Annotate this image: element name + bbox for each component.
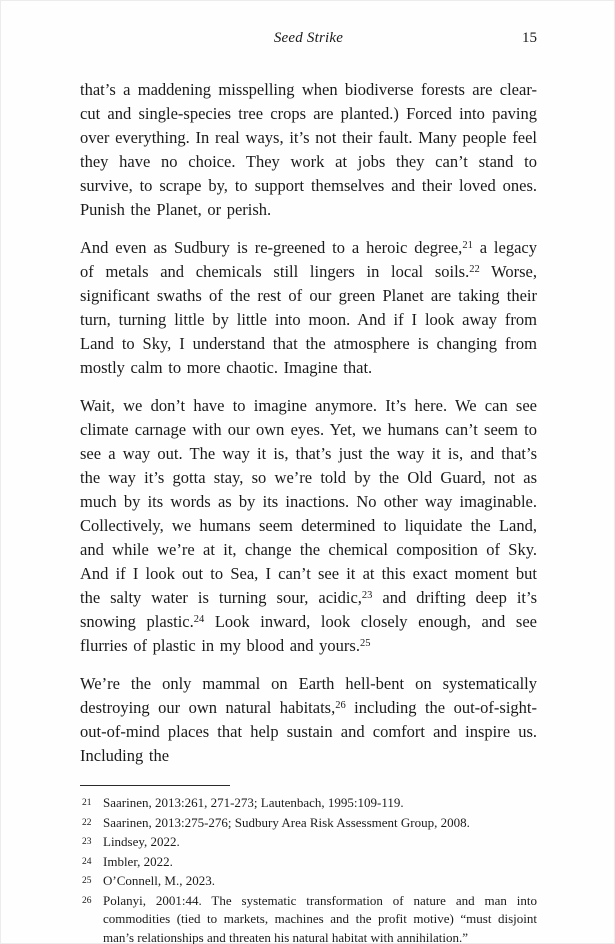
page-number: 15 [522,30,537,46]
footnote-ref: 26 [335,700,346,711]
paragraph: And even as Sudbury is re-greened to a heroic degree,$^{21}$ a legacy of metals and chemicals still lingers in local soils.$^{22}$ Worse, significant swaths of the rest of our green Planet are taking their turn, turning little by little into moon. And if I look away from Land to Sky, I understand that the atmosphere is changing from mostly calm to more chaotic. Imagine that. [80,238,537,377]
footnotes-section [80,785,537,944]
paragraph: We’re the only mammal on Earth hell-bent on systematically destroying our own natural habitats,$^{26}$ including the out-of-sight-out-of-mind places that help sustain and comfort and inspire us. Including the [80,674,537,765]
body-text [80,78,537,768]
footnote-number: 26 [82,895,92,906]
paragraph: that’s a maddening misspelling when biodiverse forests are clear-cut and single-species tree crops are planted.) Forced into paving over everything. In real ways, it’s not their fault. Many people feel they have no choice. They work at jobs they can’t stand to survive, to scrape by, to support themselves and their loved ones. Punish the Planet, or perish. [80,80,537,219]
footnote-number: 24 [82,856,92,867]
footnote-ref: 25 [359,638,371,649]
footnote-ref: 23 [361,590,373,601]
footnote-item [80,892,537,944]
footnote-ref: 24 [193,614,205,625]
footnote-item [80,794,537,813]
running-title: Seed Strike [273,30,344,46]
footnote-text: O’Connell, M., 2023. [103,873,215,888]
footnote-list [80,794,537,944]
footnote-item [80,833,537,852]
paragraph: Wait, we don’t have to imagine anymore. It’s here. We can see climate carnage with our own eyes. Yet, we humans can’t seem to see a way out. The way it is, that’s just the way it is, and that’s the way it’s gotta stay, so we’re told by the Old Guard, not as much by its words as by its inactions. No other way imaginable. Collectively, we humans seem determined to liquidate the Land, and while we’re at it, change the chemical composition of Sky. And if I look out to Sea, I can’t see it at this exact moment but the salty water is turning sour, acidic,$^{23}$ and drifting deep it’s snowing plastic.$^{24}$ Look inward, look closely enough, and see flurries of plastic in my blood and yours.$^{25}$ [80,396,537,655]
footnote-item [80,814,537,833]
footnote-number: 23 [82,837,92,847]
footnote-text: Saarinen, 2013:275-276; Sudbury Area Risk Assessment Group, 2008. [103,814,470,830]
footnote-item [80,872,537,891]
footnote-text: Polanyi, 2001:44. The systematic transformation of nature and man into commodities (tied to markets, machines and the profit motive) “must disjoint man’s relationships and threaten his natural habitat with annihilation.” [103,892,537,944]
footnote-text: Imbler, 2022. [103,853,173,869]
footnote-text: Lindsey, 2022. [103,834,180,849]
footnote-number: 22 [82,817,92,828]
footnote-ref: 22 [469,264,480,275]
footnote-number: 25 [82,876,92,886]
page-header [80,30,537,50]
footnote-ref: 21 [462,240,473,251]
footnote-separator [80,785,230,786]
footnote-number: 21 [82,798,92,808]
footnote-item [80,853,537,872]
footnote-text: Saarinen, 2013:261, 271-273; Lautenbach, 1995:109-119. [103,795,404,810]
